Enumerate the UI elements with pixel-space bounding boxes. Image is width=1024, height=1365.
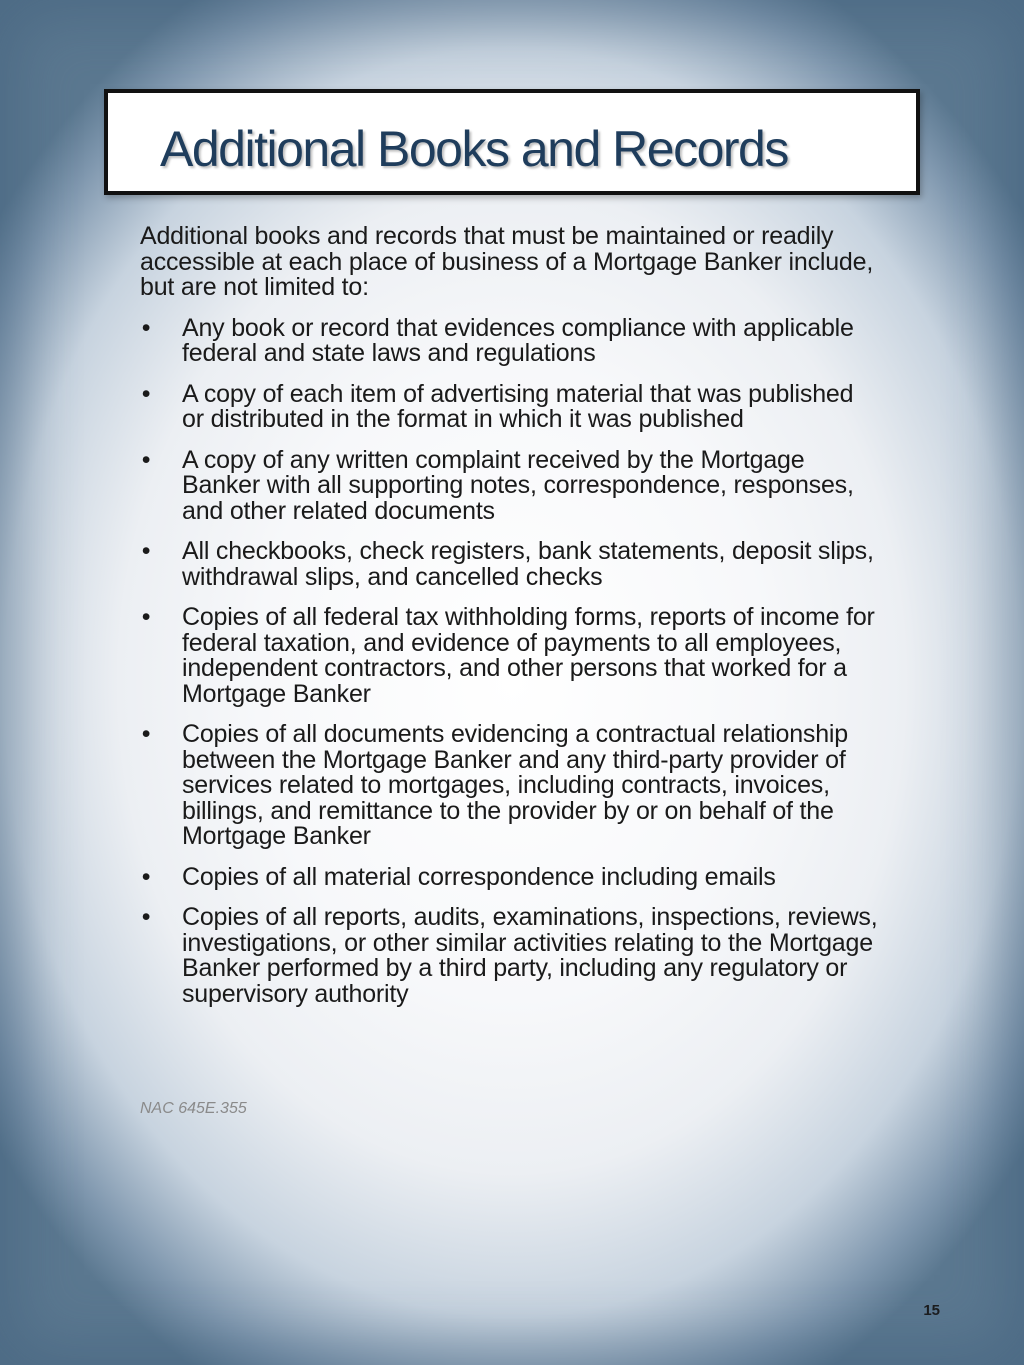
bullet-icon: • — [141, 603, 151, 631]
bullet-text: All checkbooks, check registers, bank statements, deposit slips, withdrawal slips, and cancelled checks — [182, 537, 874, 591]
title-box — [104, 89, 920, 195]
bullet-icon: • — [141, 313, 151, 342]
bullet-item — [140, 605, 880, 707]
bullet-text: A copy of any written complaint received by the Mortgage Banker with all supporting notes, correspondence, responses, and other related documents — [182, 445, 854, 525]
bullet-icon: • — [141, 445, 151, 474]
bullet-item — [140, 862, 880, 891]
bullet-icon: • — [141, 537, 151, 565]
page-number: 15 — [923, 1302, 940, 1319]
bullet-icon: • — [141, 903, 151, 931]
slide-body — [140, 224, 880, 1022]
bullet-text: Copies of all federal tax withholding forms, reports of income for federal taxation, and evidence of payments to all employees, independent contractors, and other persons that worked for a Mortgage Banker — [182, 603, 875, 708]
bullet-item — [140, 379, 880, 433]
bullet-item — [140, 722, 880, 850]
bullet-icon: • — [141, 379, 151, 408]
bullet-text: A copy of each item of advertising material that was published or distributed in the format in which it was published — [182, 379, 854, 433]
bullet-item — [140, 905, 880, 1007]
bullet-icon: • — [141, 862, 151, 891]
citation: NAC 645E.355 — [140, 1100, 247, 1117]
bullet-text: Copies of all reports, audits, examinations, inspections, reviews, investigations, or other similar activities relating to the Mortgage Banker performed by a third party, including any regulatory or supervisory authority — [182, 903, 878, 1008]
bullet-list — [140, 313, 880, 1008]
intro-paragraph: Additional books and records that must be maintained or readily accessible at each place of business of a Mortgage Banker include, but are not limited to: — [140, 222, 874, 301]
bullet-item — [140, 445, 880, 525]
bullet-text: Any book or record that evidences compliance with applicable federal and state laws and regulations — [182, 313, 854, 367]
bullet-text: Copies of all documents evidencing a contractual relationship between the Mortgage Banker and any third-party provider of services related to mortgages, including contracts, invoices, billings, and remittance to the provider by or on behalf of the Mortgage Banker — [182, 720, 848, 850]
bullet-item — [140, 539, 880, 590]
bullet-item — [140, 313, 880, 367]
bullet-icon: • — [141, 720, 151, 748]
bullet-text: Copies of all material correspondence including emails — [182, 862, 776, 891]
slide-title: Additional Books and Records — [160, 121, 788, 177]
